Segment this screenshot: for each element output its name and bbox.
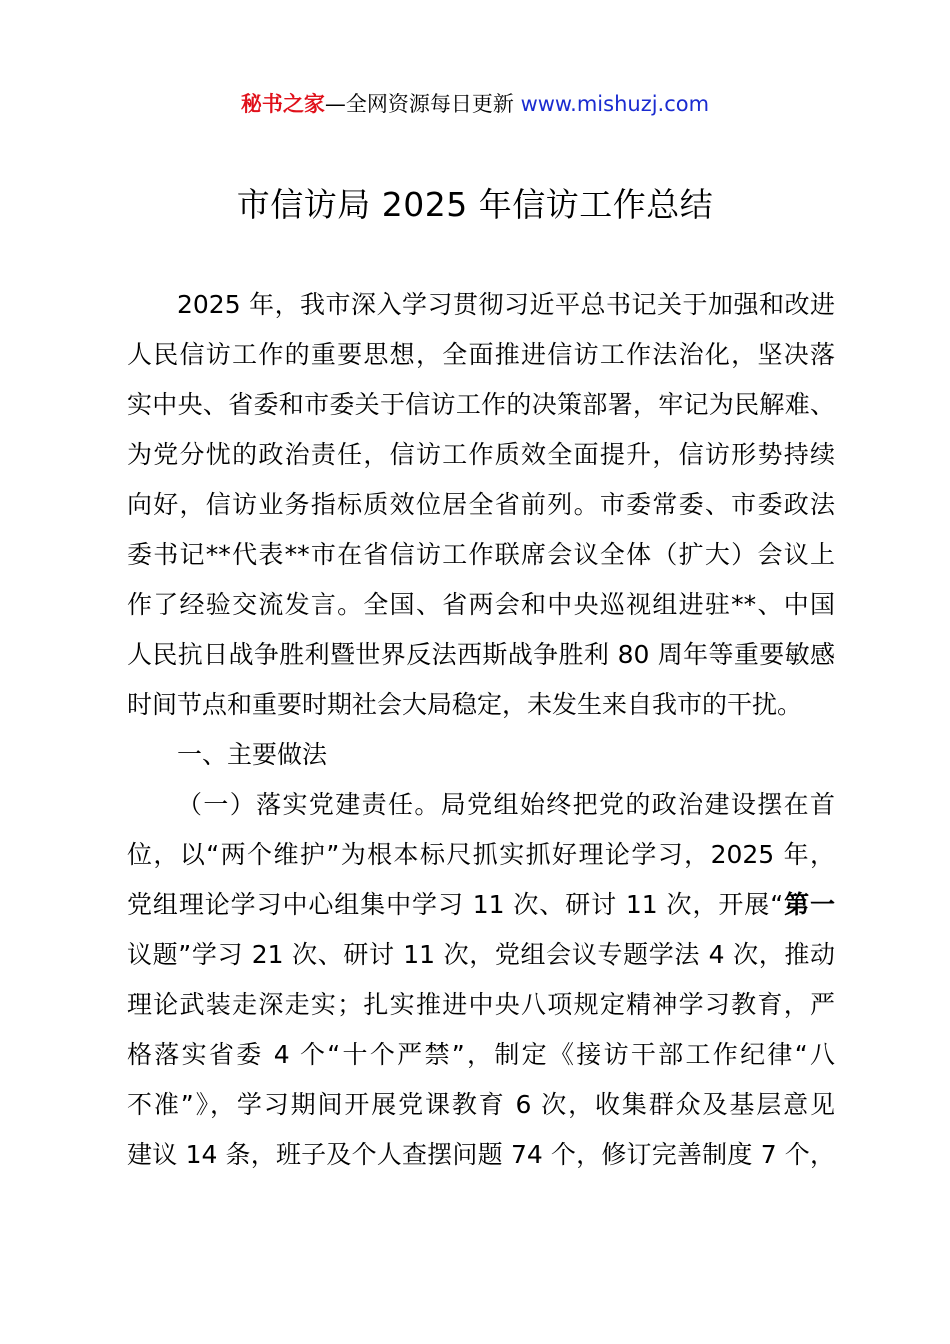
- document-body: [127, 280, 835, 1180]
- paragraph-line: 议题”学习 21 次、研讨 11 次，党组会议专题学法 4 次，推动: [127, 940, 835, 969]
- header-tagline: —全网资源每日更新: [324, 92, 521, 116]
- paragraph-text: 党组理论学习中心组集中学习 11 次、研讨 11 次，开展“: [127, 890, 784, 919]
- section-heading: 一、主要做法: [177, 740, 328, 769]
- paragraph-line: 作了经验交流发言。全国、省两会和中央巡视组进驻**、中国: [127, 590, 835, 619]
- paragraph-line: 委书记**代表**市在省信访工作联席会议全体（扩大）会议上: [127, 540, 835, 569]
- paragraph-line: 向好，信访业务指标质效位居全省前列。市委常委、市委政法: [127, 490, 835, 519]
- paragraph-line: [127, 880, 835, 930]
- site-url-link[interactable]: www.mishuzj.com: [520, 92, 710, 116]
- paragraph-line: 2025 年，我市深入学习贯彻习近平总书记关于加强和改进: [177, 290, 835, 319]
- paragraph-line: 位，以“两个维护”为根本标尺抓实抓好理论学习，2025 年，: [127, 840, 835, 869]
- paragraph-line: 不准”》，学习期间开展党课教育 6 次，收集群众及基层意见: [127, 1090, 835, 1119]
- paragraph-line: 为党分忧的政治责任，信访工作质效全面提升，信访形势持续: [127, 440, 835, 469]
- paragraph-line: 人民抗日战争胜利暨世界反法西斯战争胜利 80 周年等重要敏感: [127, 640, 835, 669]
- paragraph-line: 实中央、省委和市委关于信访工作的决策部署，牢记为民解难、: [127, 390, 835, 419]
- paragraph-line: 格落实省委 4 个“十个严禁”，制定《接访干部工作纪律“八: [127, 1040, 835, 1069]
- brand-name: 秘书之家: [240, 92, 325, 116]
- paragraph-line: 时间节点和重要时期社会大局稳定，未发生来自我市的干扰。: [127, 690, 803, 719]
- paragraph-line: （一）落实党建责任。局党组始终把党的政治建设摆在首: [177, 790, 835, 819]
- bold-text: 第一: [783, 890, 835, 919]
- site-header: [0, 88, 950, 120]
- document-title: 市信访局 2025 年信访工作总结: [236, 185, 714, 224]
- paragraph-line: 建议 14 条，班子及个人查摆问题 74 个，修订完善制度 7 个，: [127, 1140, 835, 1169]
- paragraph-line: 理论武装走深走实；扎实推进中央八项规定精神学习教育，严: [127, 990, 835, 1019]
- paragraph-line: 人民信访工作的重要思想，全面推进信访工作法治化，坚决落: [127, 340, 835, 369]
